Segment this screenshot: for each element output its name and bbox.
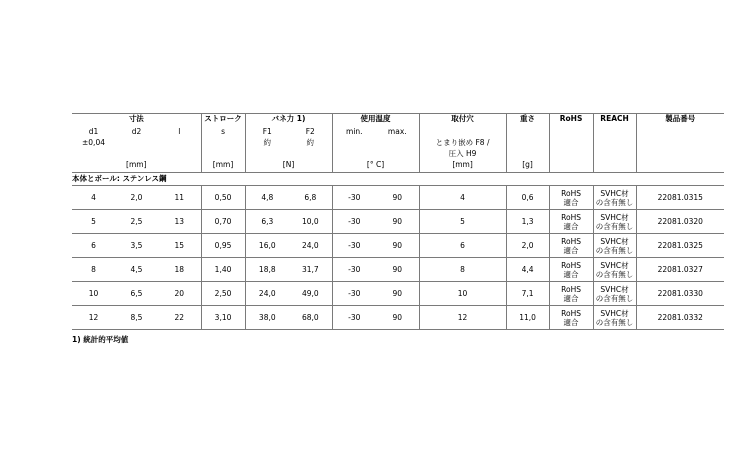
header-fourth-row <box>72 149 724 160</box>
cell-s: 1,40 <box>201 258 245 282</box>
cell-temp-max: 90 <box>376 306 419 330</box>
f2-approx: 約 <box>306 138 315 147</box>
cell-l: 22 <box>158 306 201 330</box>
cell-f2: 10,0 <box>289 210 332 234</box>
material-section-row <box>72 173 724 186</box>
cell-weight: 0,6 <box>506 186 549 210</box>
cell-f2: 68,0 <box>289 306 332 330</box>
cell-rohs: RoHS 適合 <box>549 186 593 210</box>
col-group-reach: REACH <box>593 114 636 128</box>
header-sub-row <box>72 127 724 138</box>
cell-f2: 49,0 <box>289 282 332 306</box>
col-pn <box>636 127 724 138</box>
cell-temp-min: -30 <box>332 186 376 210</box>
header-units-row <box>72 160 724 173</box>
cell-hole: 12 <box>419 306 506 330</box>
cell-product-no: 22081.0325 <box>636 234 724 258</box>
cell-hole: 4 <box>419 186 506 210</box>
header-group-row <box>72 114 724 128</box>
cell-d2: 2,0 <box>115 186 158 210</box>
table-row <box>72 282 724 306</box>
f1-approx: 約 <box>245 138 289 149</box>
cell-d2: 4,5 <box>115 258 158 282</box>
cell-temp-max: 90 <box>376 258 419 282</box>
unit-weight: [g] <box>506 160 549 173</box>
col-group-spring-force: バネ力 1) <box>245 114 332 128</box>
table-row <box>72 258 724 282</box>
col-group-dimensions: 寸法 <box>72 114 201 128</box>
cell-d2: 8,5 <box>115 306 158 330</box>
col-weight <box>506 127 549 138</box>
cell-f1: 24,0 <box>245 282 289 306</box>
cell-reach: SVHC材 の含有無し <box>593 186 636 210</box>
cell-reach: SVHC材 の含有無し <box>593 258 636 282</box>
cell-product-no: 22081.0327 <box>636 258 724 282</box>
unit-temp: [° C] <box>332 160 419 173</box>
cell-rohs: RoHS 適合 <box>549 234 593 258</box>
cell-f2: 6,8 <box>289 186 332 210</box>
cell-f1: 6,3 <box>245 210 289 234</box>
cell-temp-min: -30 <box>332 306 376 330</box>
cell-rohs: RoHS 適合 <box>549 258 593 282</box>
cell-d2: 2,5 <box>115 210 158 234</box>
spec-sheet <box>72 113 703 345</box>
table-row <box>72 186 724 210</box>
cell-weight: 4,4 <box>506 258 549 282</box>
cell-temp-max: 90 <box>376 282 419 306</box>
cell-hole: 5 <box>419 210 506 234</box>
col-f2: F2 <box>305 127 315 136</box>
col-temp-min: min. <box>332 127 376 138</box>
col-group-operating-temp: 使用温度 <box>332 114 419 128</box>
hole-fit-line1: とまり嵌め F8 / <box>419 138 506 149</box>
table-row <box>72 306 724 330</box>
cell-rohs: RoHS 適合 <box>549 210 593 234</box>
cell-s: 3,10 <box>201 306 245 330</box>
cell-temp-max: 90 <box>376 234 419 258</box>
cell-d1: 5 <box>72 210 115 234</box>
cell-product-no: 22081.0332 <box>636 306 724 330</box>
header-third-row <box>72 138 724 149</box>
cell-product-no: 22081.0320 <box>636 210 724 234</box>
col-group-product-no: 製品番号 <box>636 114 724 128</box>
cell-product-no: 22081.0315 <box>636 186 724 210</box>
cell-temp-max: 90 <box>376 210 419 234</box>
cell-reach: SVHC材 の含有無し <box>593 210 636 234</box>
cell-temp-min: -30 <box>332 234 376 258</box>
col-d2: d2 <box>131 127 142 136</box>
cell-l: 15 <box>158 234 201 258</box>
table-row <box>72 234 724 258</box>
cell-weight: 1,3 <box>506 210 549 234</box>
cell-temp-max: 90 <box>376 186 419 210</box>
cell-f2: 24,0 <box>289 234 332 258</box>
cell-l: 20 <box>158 282 201 306</box>
cell-d1: 10 <box>72 282 115 306</box>
cell-reach: SVHC材 の含有無し <box>593 306 636 330</box>
cell-reach: SVHC材 の含有無し <box>593 234 636 258</box>
cell-weight: 11,0 <box>506 306 549 330</box>
unit-hole: [mm] <box>419 160 506 173</box>
hole-fit-line2: 圧入 H9 <box>419 149 506 160</box>
cell-f2: 31,7 <box>289 258 332 282</box>
cell-s: 0,70 <box>201 210 245 234</box>
cell-l: 13 <box>158 210 201 234</box>
spec-table <box>72 113 724 330</box>
cell-product-no: 22081.0330 <box>636 282 724 306</box>
cell-d1: 4 <box>72 186 115 210</box>
cell-temp-min: -30 <box>332 258 376 282</box>
cell-f1: 16,0 <box>245 234 289 258</box>
cell-temp-min: -30 <box>332 210 376 234</box>
cell-l: 18 <box>158 258 201 282</box>
d1-tolerance: ±0,04 <box>82 138 105 147</box>
cell-d1: 8 <box>72 258 115 282</box>
col-group-stroke: ストローク <box>201 114 245 128</box>
material-section-label: 本体とボール: ステンレス鋼 <box>72 173 724 186</box>
cell-s: 2,50 <box>201 282 245 306</box>
cell-s: 0,95 <box>201 234 245 258</box>
footnote: 1) 統計的平均値 <box>72 335 129 344</box>
unit-dims: [mm] <box>126 160 147 169</box>
col-group-mounting-hole: 取付穴 <box>419 114 506 128</box>
cell-reach: SVHC材 の含有無し <box>593 282 636 306</box>
col-reach <box>593 127 636 138</box>
col-d1: d1 <box>88 127 99 136</box>
cell-hole: 8 <box>419 258 506 282</box>
cell-f1: 38,0 <box>245 306 289 330</box>
cell-f1: 18,8 <box>245 258 289 282</box>
cell-hole: 6 <box>419 234 506 258</box>
col-rohs <box>549 127 593 138</box>
cell-rohs: RoHS 適合 <box>549 282 593 306</box>
cell-d1: 6 <box>72 234 115 258</box>
cell-d2: 6,5 <box>115 282 158 306</box>
cell-s: 0,50 <box>201 186 245 210</box>
cell-l: 11 <box>158 186 201 210</box>
cell-weight: 7,1 <box>506 282 549 306</box>
cell-hole: 10 <box>419 282 506 306</box>
cell-d1: 12 <box>72 306 115 330</box>
cell-weight: 2,0 <box>506 234 549 258</box>
cell-temp-min: -30 <box>332 282 376 306</box>
unit-force: [N] <box>245 160 332 173</box>
col-s: s <box>201 127 245 138</box>
unit-stroke: [mm] <box>201 160 245 173</box>
cell-rohs: RoHS 適合 <box>549 306 593 330</box>
col-l: l <box>178 127 181 136</box>
col-temp-max: max. <box>387 127 407 136</box>
table-row <box>72 210 724 234</box>
cell-d2: 3,5 <box>115 234 158 258</box>
cell-f1: 4,8 <box>245 186 289 210</box>
col-group-rohs: RoHS <box>549 114 593 128</box>
col-f1: F1 <box>245 127 289 138</box>
col-group-weight: 重さ <box>506 114 549 128</box>
col-hole <box>419 127 506 138</box>
